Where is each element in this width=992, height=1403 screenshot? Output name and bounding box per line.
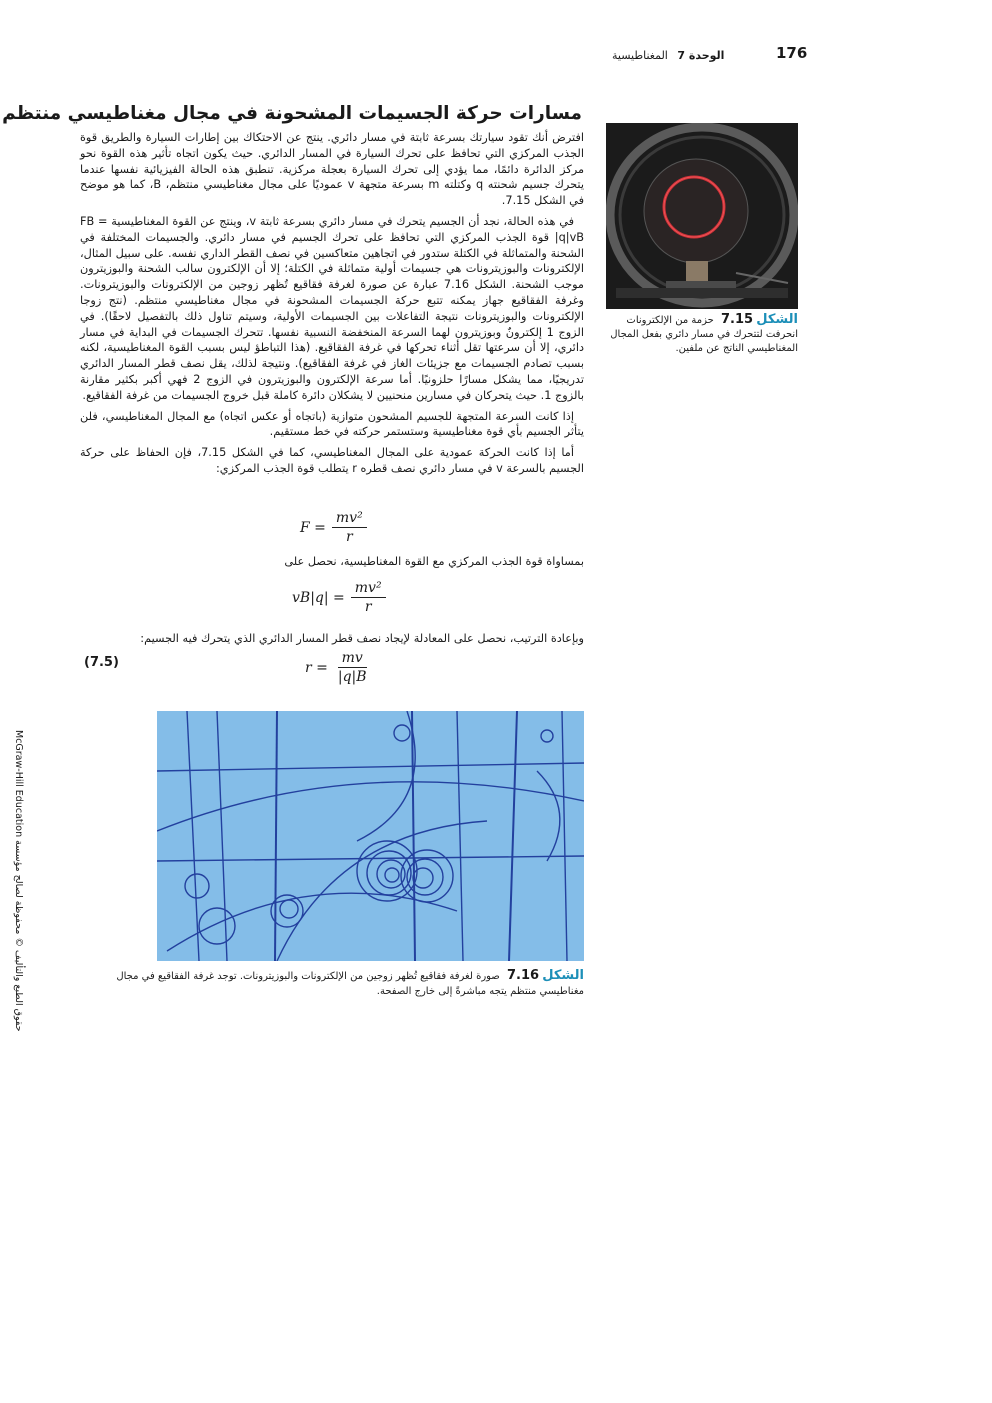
figure-7-16-caption-text: صورة لغرفة فقاقيع تُظهر زوجين من الإلكترونات والبوزيترونات. توجد غرفة الفقاقيع في مجال مغناطيسي منتظم يتجه مباشرةً إلى خارج الصفحة. xyxy=(116,971,584,997)
paragraph-1: افترض أنك تقود سيارتك بسرعة ثابتة في مسار دائري. ينتج عن الاحتكاك بين إطارات السيارة والطريق قوة الجذب المركزي التي تحافظ على تحرك السيارة في المسار الدائري. حيث يكون اتجاه تأثير هذه القوة نحو مركز الدائرة دائمًا، مما يؤدي إلى تحرك السيارة بعجلة مركزية. تنطبق هذه الحالة الفيزيائية نفسها عندما يتحرك جسيم شحنته q وكتلته m بسرعة متجهة v عموديًا على مجال مغناطيسي منتظم، B، كما هو موضح في الشكل 7.15. xyxy=(80,131,584,208)
equation-number: (7.5) xyxy=(84,655,119,670)
paragraph-5: بمساواة قوة الجذب المركزي مع القوة المغناطيسية، نحصل على xyxy=(284,555,584,568)
unit-topic: المغناطيسية xyxy=(612,49,668,62)
figure-7-16-caption xyxy=(100,968,584,999)
eq2-numerator: mv² xyxy=(351,580,386,598)
eq3-fraction xyxy=(334,650,371,685)
unit-label: الوحدة 7 xyxy=(677,49,725,62)
eq1-denominator: r xyxy=(345,529,353,545)
paragraph-3: إذا كانت السرعة المتجهة للجسيم المشحون متوازية (باتجاه أو عكس اتجاه) مع المجال المغناطيسي، فلن يتأثر الجسيم بأي قوة مغناطيسية وستستمر حركته في خط مستقيم. xyxy=(80,409,584,439)
eq1-numerator: mv² xyxy=(332,510,367,528)
figure-7-16-image xyxy=(157,711,584,961)
figure-7-15-caption-text: حزمة من الإلكترونات انحرفت لتتحرك في مسار دائري بفعل المجال المغناطيسي الناتج عن ملفين. xyxy=(610,315,798,354)
section-title: مسارات حركة الجسيمات المشحونة في مجال مغناطيسي منتظم xyxy=(2,103,582,124)
copyright-sidebar xyxy=(10,730,26,1200)
equation-radius xyxy=(305,650,371,685)
bubble-chamber-photo xyxy=(157,711,584,961)
figure-7-15-caption xyxy=(600,313,798,356)
eq2-fraction xyxy=(351,580,386,615)
figure-7-15-label: الشكل xyxy=(756,312,798,327)
equation-equate-forces xyxy=(292,580,386,615)
paragraph-4: أما إذا كانت الحركة عمودية على المجال المغناطيسي، كما في الشكل 7.15، فإن الحفاظ على حركة الجسيم بالسرعة v في مسار دائري نصف قطره r يتطلب قوة الجذب المركزي: xyxy=(80,446,584,475)
eq1-lhs: F = xyxy=(300,519,326,536)
eq3-lhs: r = xyxy=(305,659,328,676)
eq1-fraction xyxy=(332,510,367,545)
running-header xyxy=(612,49,724,62)
page-number: 176 xyxy=(776,44,808,62)
figure-7-16-label: الشكل xyxy=(542,968,584,983)
paragraph-6: وبإعادة الترتيب، نحصل على المعادلة لإيجاد نصف قطر المسار الدائري الذي يتحرك فيه الجسيم: xyxy=(140,632,584,645)
figure-7-15-image xyxy=(606,123,798,309)
eq2-lhs: vB|q| = xyxy=(292,589,345,606)
copyright-text: حقوق الطبع والتأليف © محفوظة لصالح مؤسسة McGraw-Hill Education xyxy=(13,730,24,1032)
figure-7-15-number: 7.15 xyxy=(721,312,754,327)
eq3-denominator: |q|B xyxy=(337,669,367,685)
body-text-top xyxy=(80,130,584,482)
equation-centripetal xyxy=(300,510,367,545)
figure-7-16-number: 7.16 xyxy=(507,968,540,983)
eq2-denominator: r xyxy=(364,599,372,615)
paragraph-2: في هذه الحالة، نجد أن الجسيم يتحرك في مسار دائري بسرعة ثابتة v، وينتج عن القوة المغناطيسية FB = |q|vB قوة الجذب المركزي التي تحافظ على تحرك الجسيم في مسار دائري. والجسيمات المختلفة في الشحنة والمتماثلة في الكتلة ستدور في اتجاهين متعاكسين في نصف القطر الداري نفسه. على سبيل المثال، الإلكترونات والبوزيترونات هي جسيمات أولية متماثلة في الكتلة؛ إلا أن الإلكترون سالب الشحنة والبوزيترون موجب الشحنة. الشكل 7.16 عبارة عن صورة لغرفة فقاقيع تُظهر زوجين من الإلكترونات والبوزيترونات. وغرفة الفقاقيع جهاز يمكنه تتبع حركة الجسيمات المشحونة في مجال مغناطيسي منتظم. (نتج زوجا الإلكترونات والبوزيترونات نتيجة التفاعلات بين الجسيمات الأولية، وسيتم تناول ذلك بالتفصيل لاحقًا). في الزوج 1 إلكترونٌ وبوزيترون لهما السرعة المنخفضة النسبية نفسها. تتحرك الجسيمات في البداية في مسار دائري، إلا أن سرعتها تقل أثناء تحركها في غرفة الفقاقيع. (هذا التباطؤ ليس بسبب القوة المغناطيسية، لكنه بسبب تصادم الجسيمات مع جزيئات الغاز في غرفة الفقاقيع). ونتيجة لذلك، يقل نصف قطر المسار الدائري تدريجيًا، مما يشكل مسارًا حلزونيًا. أما سرعة الإلكترون والبوزيترون في الزوج 2 فهي أكبر بكثير مقارنة بالزوج 1. حيث يتحركان في مسارين منحنيين لا يشكلان دائرة كاملة قبل خروج الجسيمات من غرفة الفقاقيع. xyxy=(80,214,585,402)
electron-beam-photo xyxy=(606,123,798,309)
eq3-numerator: mv xyxy=(338,650,367,668)
